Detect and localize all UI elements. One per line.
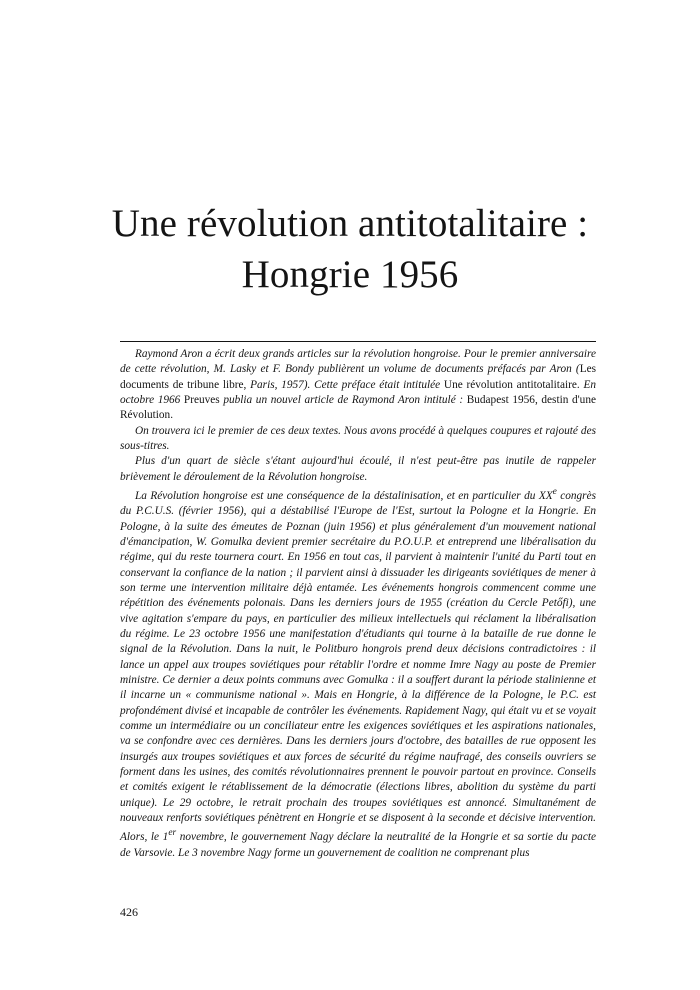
text-run: congrès du P.C.U.S. (février 1956), qui a déstabilisé l'Europe de l'Est, surtout la Pologne et la Hongrie. En Pologne, à la suite des émeutes de Poznan (juin 1956) et plus généralement d'un mouvement national d'émancipation, W. Gomulka devient premier secrétaire du P.O.U.P. et entreprend une libéralisation du régime, qui du reste tournera court. En 1956 en tout cas, il parvient à maintenir l'unité du Parti tout en conservant la confiance de la nation ; il parvient ainsi à dissuader les dirigeants soviétiques de mener à son terme une intervention militaire déjà entamée. Les événements hongrois commencent comme une répétition des événements polonais. Dans les derniers jours de 1955 (création du Cercle Petőfi), une vive agitation s'empare du pays, en particulier des milieux intellectuels qui réclament la libéralisation du régime. Le 23 octobre 1956 une manifestation d'étudiants qui tourne à la bataille de rue donne le signal de la Révolution. Dans la nuit, le Politburo hongrois prend deux décisions contradictoires : il lance un appel aux troupes soviétiques pour rétablir l'ordre et nomme Imre Nagy au poste de Premier ministre. Ce dernier a deux points communs avec Gomulka : il a souffert durant la période stalinienne et il incarne un « communisme national ». Mais en Hongrie, à la différence de la Pologne, le P.C. est profondément divisé et incapable de contrôler les événements. Rapidement Nagy, qui était vu et se voyait comme un intermédiaire ou un conciliateur entre les exigences soviétiques et les aspirations nationales, va se confondre avec ces dernières. Dans les derniers jours d'octobre, des batailles de rue opposent les insurgés aux troupes soviétiques et aux forces de sécurité du régime naufragé, des conseils ouvriers se forment dans les usines, des comités révolutionnaires prennent le pouvoir partout en province. Conseils et comités exigent le rétablissement de la démocratie (élections libres, abolition du système du parti unique). Le 29 octobre, le retrait prochain des troupes soviétiques est annoncé. Simultanément de nouveaux renforts soviétiques pénètrent en Hongrie et se disposent à la seconde et décisive intervention. Alors, le 1 (120, 489, 596, 844)
intro-paragraph-4 (120, 485, 596, 861)
text-run-roman: Preuves (183, 394, 220, 407)
text-run: novembre, le gouvernement Nagy déclare la neutralité de la Hongrie et sa sortie du pacte de Varsovie. Le 3 novembre Nagy forme un gouvernement de coalition ne comprenant plus (120, 831, 596, 859)
intro-paragraph-2: On trouvera ici le premier de ces deux textes. Nous avons procédé à quelques coupures et rajouté des sous-titres. (120, 424, 596, 453)
title-line-2: Hongrie 1956 (241, 253, 459, 296)
text-run: publia un nouvel article de Raymond Aron intitulé : (219, 394, 467, 407)
title-line-1: Une révolution antitotalitaire : (111, 202, 589, 245)
text-run-roman: Budapest 1956, destin d'une Révolution. (120, 394, 596, 422)
intro-paragraph-3: Plus d'un quart de siècle s'étant aujourd'hui écoulé, il n'est peut-être pas inutile de rappeler brièvement le déroulement de la Révolution hongroise. (120, 455, 596, 483)
text-run-roman: Une révolution antitotalitaire. (443, 378, 580, 391)
editorial-introduction (120, 347, 596, 861)
superscript: er (168, 828, 177, 839)
intro-paragraph-1 (120, 347, 596, 424)
text-run-roman: Les documents de tribune libre, (120, 363, 596, 391)
text-run: La Révolution hongroise est une conséquence de la déstalinisation, et en particulier du XX (135, 489, 553, 502)
text-run: Paris, 1957). Cette préface était intitulée (246, 378, 444, 391)
text-run: Raymond Aron a écrit deux grands articles sur la révolution hongroise. Pour le premier anniversaire de cette révolution, M. Lasky et F. Bondy publièrent un volume de documents préfacés par Aron ( (120, 348, 596, 376)
superscript: e (552, 487, 557, 498)
text-run: En octobre 1966 (120, 378, 596, 407)
article-title (60, 198, 640, 300)
page-number: 426 (120, 905, 138, 919)
title-rule (120, 341, 596, 342)
